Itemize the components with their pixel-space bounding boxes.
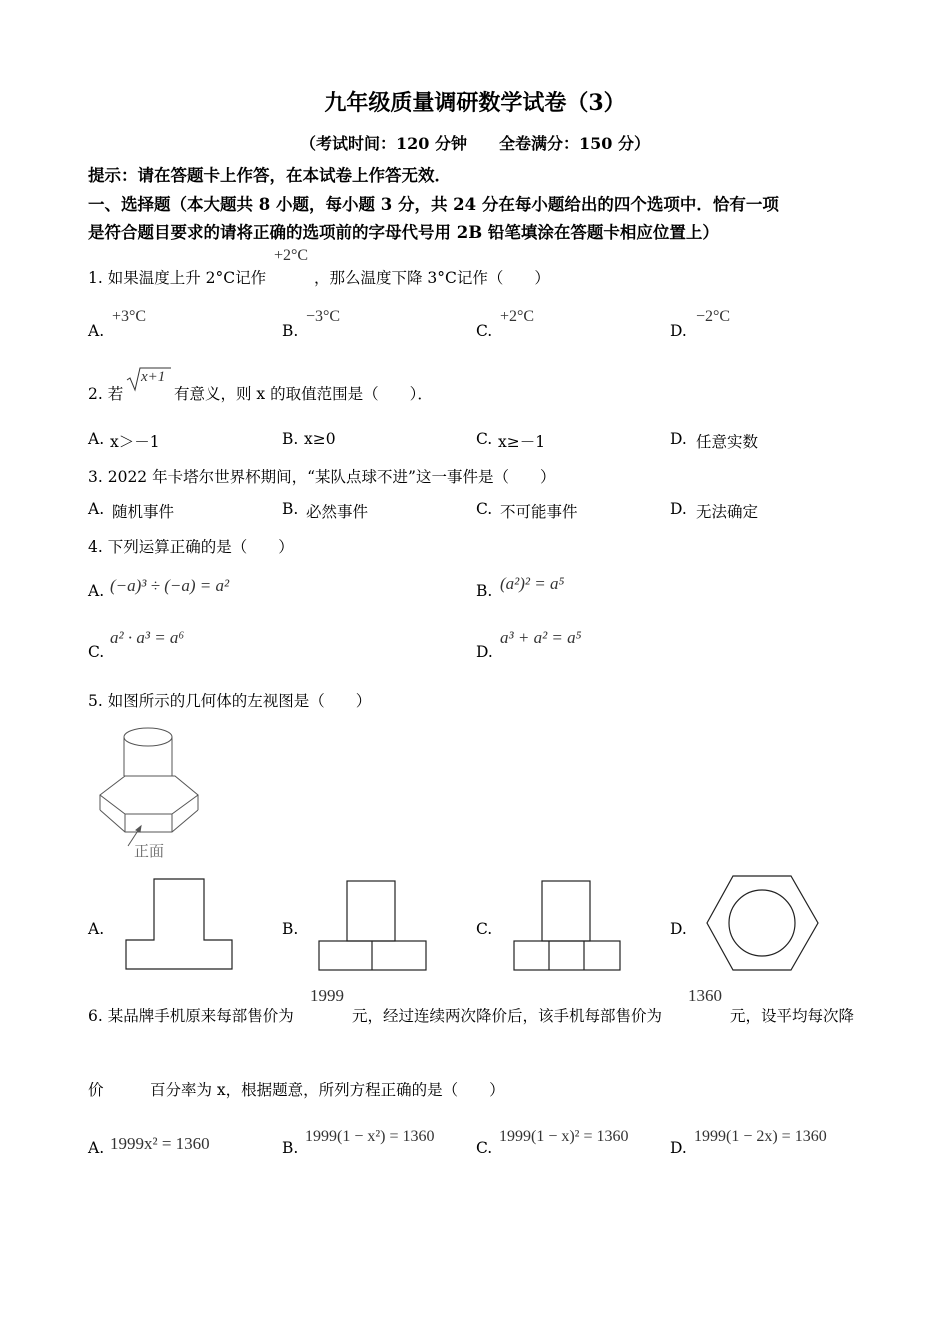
option-d-figure — [702, 872, 822, 976]
q6-option-d-math: 1999(1 − 2x) = 1360 — [694, 1128, 827, 1145]
q2-option-d-label: D. — [670, 430, 687, 448]
q3-option-c-label: C. — [476, 500, 493, 518]
q4-option-a-math: (−a)³ ÷ (−a) = a² — [110, 576, 230, 595]
q3-option-c-text: 不可能事件 — [500, 503, 578, 521]
q5-option-a-label: A. — [88, 920, 105, 938]
q4-option-c-label: C. — [88, 643, 105, 661]
q1-option-a-label: A. — [88, 322, 105, 340]
q6-option-c-math: 1999(1 − x)² = 1360 — [499, 1128, 629, 1145]
q6-new-price: 1360 — [688, 986, 722, 1005]
q1-stem-part2: ，那么温度下降 3°C记作（ ） — [314, 269, 550, 287]
q3-option-b-label: B. — [282, 500, 299, 518]
q6-stem-part1: 6. 某品牌手机原来每部售价为 — [88, 1007, 294, 1025]
q2-option-a-text: x＞－1 — [110, 433, 160, 451]
q6-option-d-label: D. — [670, 1139, 687, 1157]
q6-stem-part5: 百分率为 x，根据题意，所列方程正确的是（ ） — [150, 1081, 505, 1099]
q1-option-b-math: −3°C — [306, 308, 341, 325]
q5-option-b-label: B. — [282, 920, 299, 938]
q3-option-d-label: D. — [670, 500, 687, 518]
q6-option-b-math: 1999(1 − x²) = 1360 — [305, 1128, 435, 1145]
exam-title: 九年级质量调研数学试卷（3） — [324, 90, 626, 116]
q2-option-c-label: C. — [476, 430, 493, 448]
q6-option-b-label: B. — [282, 1139, 299, 1157]
q3-option-d-text: 无法确定 — [696, 503, 759, 521]
q3-option-a-text: 随机事件 — [112, 503, 175, 521]
exam-subtitle: （考试时间：120 分钟 全卷满分：150 分） — [300, 134, 650, 153]
q6-stem-part4: 价 — [88, 1081, 104, 1099]
q2-stem-part1: 2. 若 — [88, 385, 124, 403]
q6-option-a-label: A. — [88, 1139, 105, 1157]
q6-stem-part3: 元，设平均每次降 — [730, 1007, 855, 1025]
section1-heading-line1: 一、选择题（本大题共 8 小题，每小题 3 分，共 24 分在每小题给出的四个选项中．恰有一项 — [88, 195, 779, 214]
q4-option-d-label: D. — [476, 643, 493, 661]
q5-option-d-label: D. — [670, 920, 687, 938]
q4-stem: 4. 下列运算正确的是（ ） — [88, 538, 294, 556]
q6-original-price: 1999 — [310, 986, 344, 1005]
q1-option-c-math: +2°C — [500, 308, 535, 325]
q2-option-a-label: A. — [88, 430, 105, 448]
q1-option-d-math: −2°C — [696, 308, 731, 325]
q1-stem-part1: 1. 如果温度上升 2°C记作 — [88, 269, 267, 287]
q2-stem-part2: 有意义，则 x 的取值范围是（ ）． — [174, 385, 433, 403]
q2-sqrt-body: x+1 — [141, 369, 166, 385]
q3-stem: 3. 2022 年卡塔尔世界杯期间，“某队点球不进”这一事件是（ ） — [88, 468, 556, 486]
front-label: 正面 — [134, 842, 165, 860]
q2-option-d-text: 任意实数 — [696, 433, 759, 451]
q1-stem-math: +2°C — [274, 247, 309, 264]
q5-stem: 5. 如图所示的几何体的左视图是（ ） — [88, 692, 372, 710]
q4-option-b-math: (a²)² = a⁵ — [500, 574, 565, 593]
q6-option-a-math: 1999x² = 1360 — [110, 1134, 210, 1153]
q4-option-c-math: a² · a³ = a⁶ — [110, 628, 185, 647]
q4-option-d-math: a³ + a² = a⁵ — [500, 628, 582, 647]
q5-option-c-label: C. — [476, 920, 493, 938]
option-a-figure — [120, 876, 240, 974]
q2-option-c-text: x≥－1 — [498, 433, 546, 451]
q4-option-b-label: B. — [476, 582, 493, 600]
q1-option-c-label: C. — [476, 322, 493, 340]
q1-option-d-label: D. — [670, 322, 687, 340]
q1-option-b-label: B. — [282, 322, 299, 340]
q2-option-b-label: B. — [282, 430, 299, 448]
option-b-figure — [314, 876, 434, 974]
q3-option-b-text: 必然事件 — [306, 503, 369, 521]
exam-tip: 提示：请在答题卡上作答，在本试卷上作答无效． — [88, 166, 451, 185]
q6-stem-part2: 元，经过连续两次降价后，该手机每部售价为 — [352, 1007, 663, 1025]
q6-option-c-label: C. — [476, 1139, 493, 1157]
q4-option-a-label: A. — [88, 582, 105, 600]
q2-option-b-text: x≥0 — [304, 430, 336, 448]
option-c-figure — [508, 876, 628, 974]
section1-heading-line2: 是符合题目要求的请将正确的选项前的字母代号用 2B 铅笔填涂在答题卡相应位置上） — [88, 223, 719, 242]
q1-option-a-math: +3°C — [112, 308, 147, 325]
q3-option-a-label: A. — [88, 500, 105, 518]
